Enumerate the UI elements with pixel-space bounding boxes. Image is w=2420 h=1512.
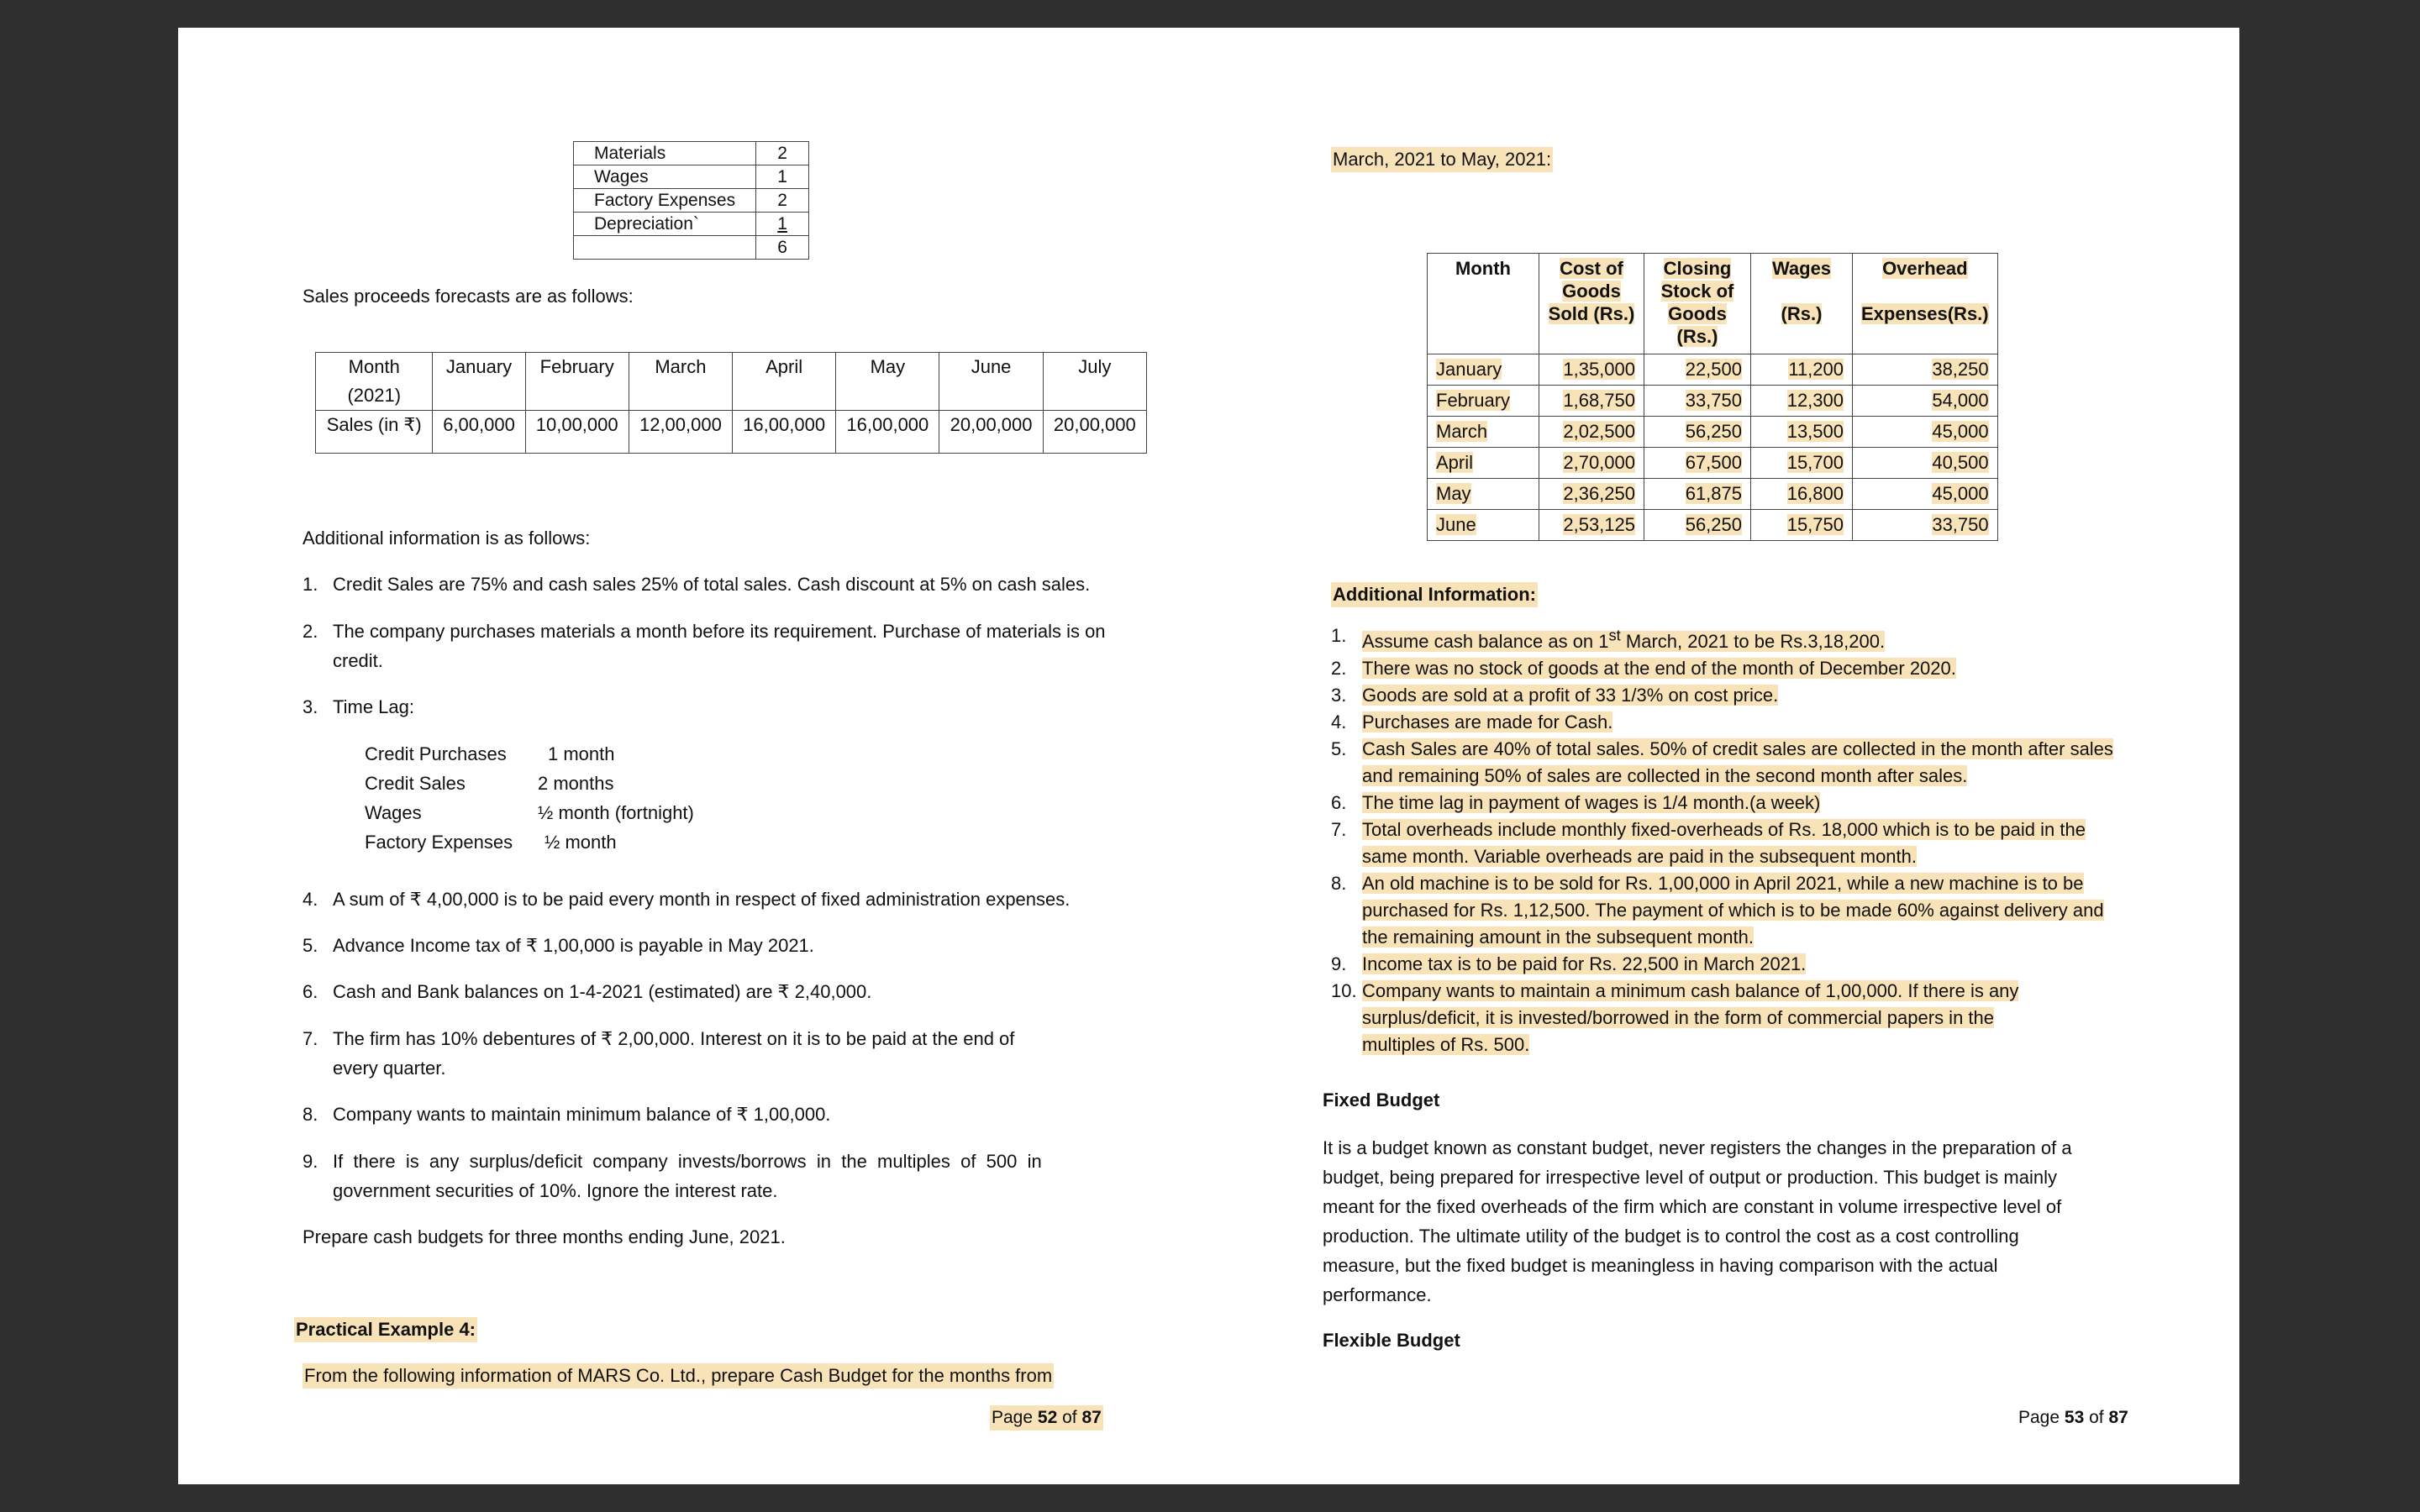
paragraph-line: meant for the fixed overheads of the firm which are constant in volume irrespective level of bbox=[1323, 1196, 2062, 1217]
item-text: Purchases are made for Cash. bbox=[1362, 711, 1613, 733]
item-line bbox=[1362, 978, 2222, 1005]
table-cell: Sales (in ₹) bbox=[316, 411, 433, 454]
list-item bbox=[1331, 736, 2222, 790]
item-number: 9. bbox=[302, 1151, 318, 1172]
table-cell bbox=[1751, 386, 1853, 417]
table-row bbox=[1428, 354, 1998, 386]
item-number: 8. bbox=[302, 1104, 318, 1125]
header-text: Cost of Goods Sold (Rs.) bbox=[1548, 258, 1635, 324]
table-cell: 6 bbox=[756, 236, 809, 260]
item-number: 9. bbox=[1331, 953, 1347, 975]
item-line bbox=[1362, 951, 2222, 978]
table-row bbox=[316, 353, 1147, 411]
page-prefix: Page bbox=[992, 1408, 1038, 1427]
table-cell: 16,00,000 bbox=[733, 411, 836, 454]
list-item bbox=[1331, 870, 2222, 951]
list-item bbox=[302, 1149, 1042, 1174]
item-text-cont: government securities of 10%. Ignore the interest rate. bbox=[333, 1180, 778, 1201]
list-item bbox=[302, 619, 1106, 644]
cell-text: 12,300 bbox=[1786, 390, 1844, 411]
time-lag-label: Wages bbox=[365, 802, 422, 823]
item-text: Goods are sold at a profit of 33 1/3% on cost price. bbox=[1362, 685, 1779, 706]
cell-text: 15,750 bbox=[1786, 514, 1844, 535]
table-cell bbox=[1644, 417, 1751, 448]
table-row bbox=[1428, 448, 1998, 479]
cell-text: 1,68,750 bbox=[1563, 390, 1635, 411]
practical-example-text: From the following information of MARS Co. Ltd., prepare Cash Budget for the months from bbox=[302, 1363, 1054, 1389]
item-text: Company wants to maintain a minimum cash balance of 1,00,000. If there is any bbox=[1362, 980, 2019, 1002]
cell-text: 2,70,000 bbox=[1563, 452, 1635, 473]
table-cell bbox=[1751, 479, 1853, 510]
cell-text: March bbox=[1436, 421, 1488, 442]
list-item bbox=[1331, 709, 2222, 736]
item-line bbox=[1362, 816, 2222, 843]
fixed-budget-paragraph bbox=[1323, 1133, 2072, 1310]
table-header-row bbox=[1428, 254, 1998, 354]
page-prefix: Page bbox=[2018, 1408, 2065, 1427]
paragraph-line: budget, being prepared for irrespective level of output or production. This budget is mainly bbox=[1323, 1167, 2057, 1188]
time-lag-value: 1 month bbox=[548, 743, 615, 764]
table-cell: Materials bbox=[574, 142, 756, 165]
table-cell bbox=[1853, 386, 1998, 417]
document-sheet bbox=[178, 28, 2239, 1484]
cell-text: 33,750 bbox=[1932, 514, 1989, 535]
header-text: Overhead Expenses(Rs.) bbox=[1861, 258, 1989, 324]
item-line bbox=[1362, 924, 2222, 951]
item-text: Total overheads include monthly fixed-overheads of Rs. 18,000 which is to be paid in the bbox=[1362, 819, 2086, 841]
cell-text: 2,36,250 bbox=[1563, 483, 1635, 504]
paragraph-line: production. The ultimate utility of the budget is to control the cost as a cost controlling bbox=[1323, 1226, 2019, 1247]
cell-text: June bbox=[1436, 514, 1476, 535]
item-number: 7. bbox=[1331, 819, 1347, 841]
table-cell bbox=[574, 236, 756, 260]
header-text: Month bbox=[1455, 258, 1511, 279]
item-text: Time Lag: bbox=[333, 696, 415, 717]
table-cell bbox=[1751, 510, 1853, 541]
list-item bbox=[1331, 816, 2222, 870]
item-number: 10. bbox=[1331, 980, 1357, 1002]
item-text: same month. Variable overheads are paid in the subsequent month. bbox=[1362, 846, 1917, 868]
item-text: A sum of ₹ 4,00,000 is to be paid every month in respect of fixed administration expenses. bbox=[333, 889, 1071, 910]
sales-intro: Sales proceeds forecasts are as follows: bbox=[302, 286, 634, 307]
sales-forecast-table bbox=[315, 352, 1147, 454]
page-num: 52 bbox=[1037, 1408, 1058, 1427]
item-number: 7. bbox=[302, 1028, 318, 1049]
cell-text: 1,35,000 bbox=[1563, 359, 1635, 380]
item-text: Cash and Bank balances on 1-4-2021 (estimated) are ₹ 2,40,000. bbox=[333, 981, 872, 1002]
table-cell bbox=[1539, 354, 1644, 386]
time-lag-value: 2 months bbox=[538, 773, 614, 794]
list-item bbox=[302, 887, 1070, 912]
item-line bbox=[1362, 1032, 2222, 1058]
table-cell bbox=[1644, 448, 1751, 479]
cell-text: 38,250 bbox=[1932, 359, 1989, 380]
fixed-budget-heading: Fixed Budget bbox=[1323, 1089, 1440, 1110]
item-line bbox=[1362, 655, 2222, 682]
item-line bbox=[1362, 736, 2222, 763]
item-number: 3. bbox=[302, 696, 318, 717]
table-cell: 2 bbox=[756, 142, 809, 165]
header-overhead bbox=[1853, 254, 1998, 354]
cell-text: 2,02,500 bbox=[1563, 421, 1635, 442]
list-item bbox=[1331, 682, 2222, 709]
item-line bbox=[1362, 843, 2222, 870]
table-cell: 16,00,000 bbox=[836, 411, 939, 454]
table-cell bbox=[1751, 354, 1853, 386]
item-text: The company purchases materials a month before its requirement. Purchase of materials is on bbox=[333, 621, 1106, 642]
page-total: 87 bbox=[2108, 1408, 2128, 1427]
item-text: Company wants to maintain minimum balance of ₹ 1,00,000. bbox=[333, 1104, 831, 1125]
additional-info-list bbox=[1331, 622, 2222, 1058]
table-cell bbox=[1751, 417, 1853, 448]
time-lag-value: ½ month bbox=[544, 832, 617, 853]
item-line bbox=[1362, 870, 2222, 897]
prepare-instruction: Prepare cash budgets for three months ending June, 2021. bbox=[302, 1226, 786, 1247]
paragraph-line: It is a budget known as constant budget, never registers the changes in the preparation of a bbox=[1323, 1137, 2072, 1158]
cell-text: 22,500 bbox=[1685, 359, 1742, 380]
table-cell: May bbox=[836, 353, 939, 411]
table-cell bbox=[1428, 354, 1539, 386]
header-wages bbox=[1751, 254, 1853, 354]
cell-text: 67,500 bbox=[1685, 452, 1742, 473]
table-cell: 6,00,000 bbox=[433, 411, 525, 454]
paragraph-line: performance. bbox=[1323, 1284, 1432, 1305]
table-cell bbox=[1853, 510, 1998, 541]
list-item bbox=[302, 1102, 830, 1127]
item-text: Advance Income tax of ₹ 1,00,000 is payable in May 2021. bbox=[333, 935, 814, 956]
item-text: surplus/deficit, it is invested/borrowed in the form of commercial papers in the bbox=[1362, 1007, 1994, 1029]
table-cell: 1 bbox=[756, 165, 809, 189]
list-item bbox=[1331, 951, 2222, 978]
additional-info-heading: Additional Information: bbox=[1331, 582, 1538, 607]
cell-text: 40,500 bbox=[1932, 452, 1989, 473]
list-item bbox=[302, 695, 414, 720]
item-number: 6. bbox=[302, 981, 318, 1002]
table-row bbox=[1428, 417, 1998, 448]
item-text: Credit Sales are 75% and cash sales 25% of total sales. Cash discount at 5% on cash sales. bbox=[333, 574, 1091, 595]
header-closing-stock bbox=[1644, 254, 1751, 354]
table-cell bbox=[1853, 417, 1998, 448]
table-cell bbox=[1853, 354, 1998, 386]
cell-text: 16,800 bbox=[1786, 483, 1844, 504]
table-cell: Factory Expenses bbox=[574, 189, 756, 213]
item-number: 6. bbox=[1331, 792, 1347, 814]
item-number: 4. bbox=[302, 889, 318, 910]
item-text: The time lag in payment of wages is 1/4 month.(a week) bbox=[1362, 792, 1821, 814]
list-item bbox=[302, 572, 1090, 597]
page-num: 53 bbox=[2064, 1408, 2085, 1427]
table-cell: 20,00,000 bbox=[1043, 411, 1146, 454]
cell-text: 15,700 bbox=[1786, 452, 1844, 473]
item-line bbox=[1362, 709, 2222, 736]
cell-text: January bbox=[1436, 359, 1502, 380]
table-row bbox=[1428, 479, 1998, 510]
item-text: purchased for Rs. 1,12,500. The payment of which is to be made 60% against delivery and bbox=[1362, 900, 2104, 921]
year-header: (2021) bbox=[347, 385, 402, 406]
item-number: 3. bbox=[1331, 685, 1347, 706]
table-cell bbox=[1428, 510, 1539, 541]
table-cell: 1 bbox=[756, 213, 809, 236]
item-number: 5. bbox=[1331, 738, 1347, 760]
page-number-left bbox=[990, 1405, 1103, 1431]
item-text: and remaining 50% of sales are collected in the second month after sales. bbox=[1362, 765, 1968, 787]
item-text: Cash Sales are 40% of total sales. 50% of credit sales are collected in the month after sales bbox=[1362, 738, 2113, 760]
superscript: st bbox=[1608, 627, 1621, 644]
table-row bbox=[574, 213, 809, 236]
table-row bbox=[316, 411, 1147, 454]
item-text: An old machine is to be sold for Rs. 1,00,000 in April 2021, while a new machine is to be bbox=[1362, 873, 2084, 895]
cell-text: May bbox=[1436, 483, 1471, 504]
page-total: 87 bbox=[1081, 1408, 1102, 1427]
item-line bbox=[1362, 790, 2222, 816]
item-text: multiples of Rs. 500. bbox=[1362, 1034, 1530, 1056]
table-row bbox=[574, 142, 809, 165]
time-lag-label: Factory Expenses bbox=[365, 832, 513, 853]
item-line bbox=[1362, 897, 2222, 924]
header-text: Closing Stock of Goods (Rs.) bbox=[1660, 258, 1734, 347]
table-cell: 10,00,000 bbox=[525, 411, 629, 454]
item-number: 8. bbox=[1331, 873, 1347, 895]
item-text: Income tax is to be paid for Rs. 22,500 in March 2021. bbox=[1362, 953, 1807, 975]
table-cell: June bbox=[939, 353, 1043, 411]
table-cell bbox=[1644, 510, 1751, 541]
table-cell bbox=[316, 353, 433, 411]
right-intro: March, 2021 to May, 2021: bbox=[1331, 147, 1553, 172]
cell-text: 13,500 bbox=[1786, 421, 1844, 442]
table-cell bbox=[1539, 417, 1644, 448]
table-cell: 2 bbox=[756, 189, 809, 213]
item-number: 1. bbox=[1331, 625, 1347, 646]
table-cell: Depreciation` bbox=[574, 213, 756, 236]
item-line bbox=[1362, 622, 2222, 655]
item-number: 1. bbox=[302, 574, 318, 595]
time-lag-label: Credit Sales bbox=[365, 773, 466, 794]
item-number: 5. bbox=[302, 935, 318, 956]
month-header: Month bbox=[348, 356, 400, 377]
table-cell bbox=[1539, 448, 1644, 479]
item-text: the remaining amount in the subsequent month. bbox=[1362, 927, 1754, 948]
header-month bbox=[1428, 254, 1539, 354]
item-line bbox=[1362, 682, 2222, 709]
table-row bbox=[574, 165, 809, 189]
time-lag-label: Credit Purchases bbox=[365, 743, 507, 764]
mars-data-table bbox=[1427, 253, 1998, 541]
item-text: There was no stock of goods at the end of the month of December 2020. bbox=[1362, 658, 1956, 680]
paragraph-line: measure, but the fixed budget is meaningless in having comparison with the actual bbox=[1323, 1255, 1998, 1276]
list-item bbox=[1331, 978, 2222, 1058]
table-cell bbox=[1644, 386, 1751, 417]
item-text-cont: credit. bbox=[333, 650, 383, 671]
table-row bbox=[574, 236, 809, 260]
table-cell bbox=[1853, 448, 1998, 479]
table-cell bbox=[1751, 448, 1853, 479]
page-number-right bbox=[2018, 1405, 2128, 1431]
list-item bbox=[302, 979, 871, 1005]
list-item bbox=[1331, 655, 2222, 682]
materials-table bbox=[573, 141, 809, 260]
cell-text: April bbox=[1436, 452, 1474, 473]
table-cell: March bbox=[629, 353, 732, 411]
table-cell: 20,00,000 bbox=[939, 411, 1043, 454]
item-number: 2. bbox=[1331, 658, 1347, 680]
item-text-cont: every quarter. bbox=[333, 1058, 446, 1079]
item-number: 4. bbox=[1331, 711, 1347, 733]
table-cell bbox=[1428, 479, 1539, 510]
table-cell bbox=[1428, 386, 1539, 417]
cell-text: 56,250 bbox=[1685, 514, 1742, 535]
list-item bbox=[1331, 790, 2222, 816]
cell-text: February bbox=[1436, 390, 1511, 411]
table-row bbox=[1428, 386, 1998, 417]
item-text: The firm has 10% debentures of ₹ 2,00,000. Interest on it is to be paid at the end of bbox=[333, 1028, 1015, 1049]
time-lag-value: ½ month (fortnight) bbox=[538, 802, 694, 823]
cell-text: 56,250 bbox=[1685, 421, 1742, 442]
table-cell: April bbox=[733, 353, 836, 411]
table-row bbox=[1428, 510, 1998, 541]
table-cell bbox=[1539, 479, 1644, 510]
item-line bbox=[1362, 1005, 2222, 1032]
table-cell bbox=[1428, 448, 1539, 479]
item-text: Assume cash balance as on 1st March, 2021 to be Rs.3,18,200. bbox=[1362, 627, 1886, 653]
list-item bbox=[1331, 622, 2222, 655]
cell-text: 45,000 bbox=[1932, 421, 1989, 442]
table-cell: January bbox=[433, 353, 525, 411]
table-cell bbox=[1428, 417, 1539, 448]
list-item bbox=[302, 1026, 1014, 1052]
table-cell bbox=[1853, 479, 1998, 510]
page-of: of bbox=[2084, 1408, 2109, 1427]
additional-intro: Additional information is as follows: bbox=[302, 528, 591, 549]
list-item bbox=[302, 933, 814, 958]
table-cell bbox=[1644, 354, 1751, 386]
header-text: Wages (Rs.) bbox=[1771, 258, 1832, 324]
item-line bbox=[1362, 763, 2222, 790]
table-cell: July bbox=[1043, 353, 1146, 411]
cell-text: 11,200 bbox=[1788, 359, 1844, 380]
practical-example-heading: Practical Example 4: bbox=[294, 1317, 477, 1342]
cell-text: 54,000 bbox=[1932, 390, 1989, 411]
table-cell bbox=[1539, 386, 1644, 417]
cell-text: 33,750 bbox=[1685, 390, 1742, 411]
table-row bbox=[574, 189, 809, 213]
table-cell: February bbox=[525, 353, 629, 411]
item-text: If there is any surplus/deficit company invests/borrows in the multiples of 500 in bbox=[333, 1151, 1042, 1172]
cell-text: 2,53,125 bbox=[1563, 514, 1635, 535]
table-cell: Wages bbox=[574, 165, 756, 189]
item-number: 2. bbox=[302, 621, 318, 642]
table-cell bbox=[1644, 479, 1751, 510]
cell-text: 45,000 bbox=[1932, 483, 1989, 504]
flexible-budget-heading: Flexible Budget bbox=[1323, 1330, 1460, 1351]
header-cogs bbox=[1539, 254, 1644, 354]
table-cell bbox=[1539, 510, 1644, 541]
table-cell: 12,00,000 bbox=[629, 411, 732, 454]
page-of: of bbox=[1057, 1408, 1082, 1427]
cell-text: 61,875 bbox=[1685, 483, 1742, 504]
